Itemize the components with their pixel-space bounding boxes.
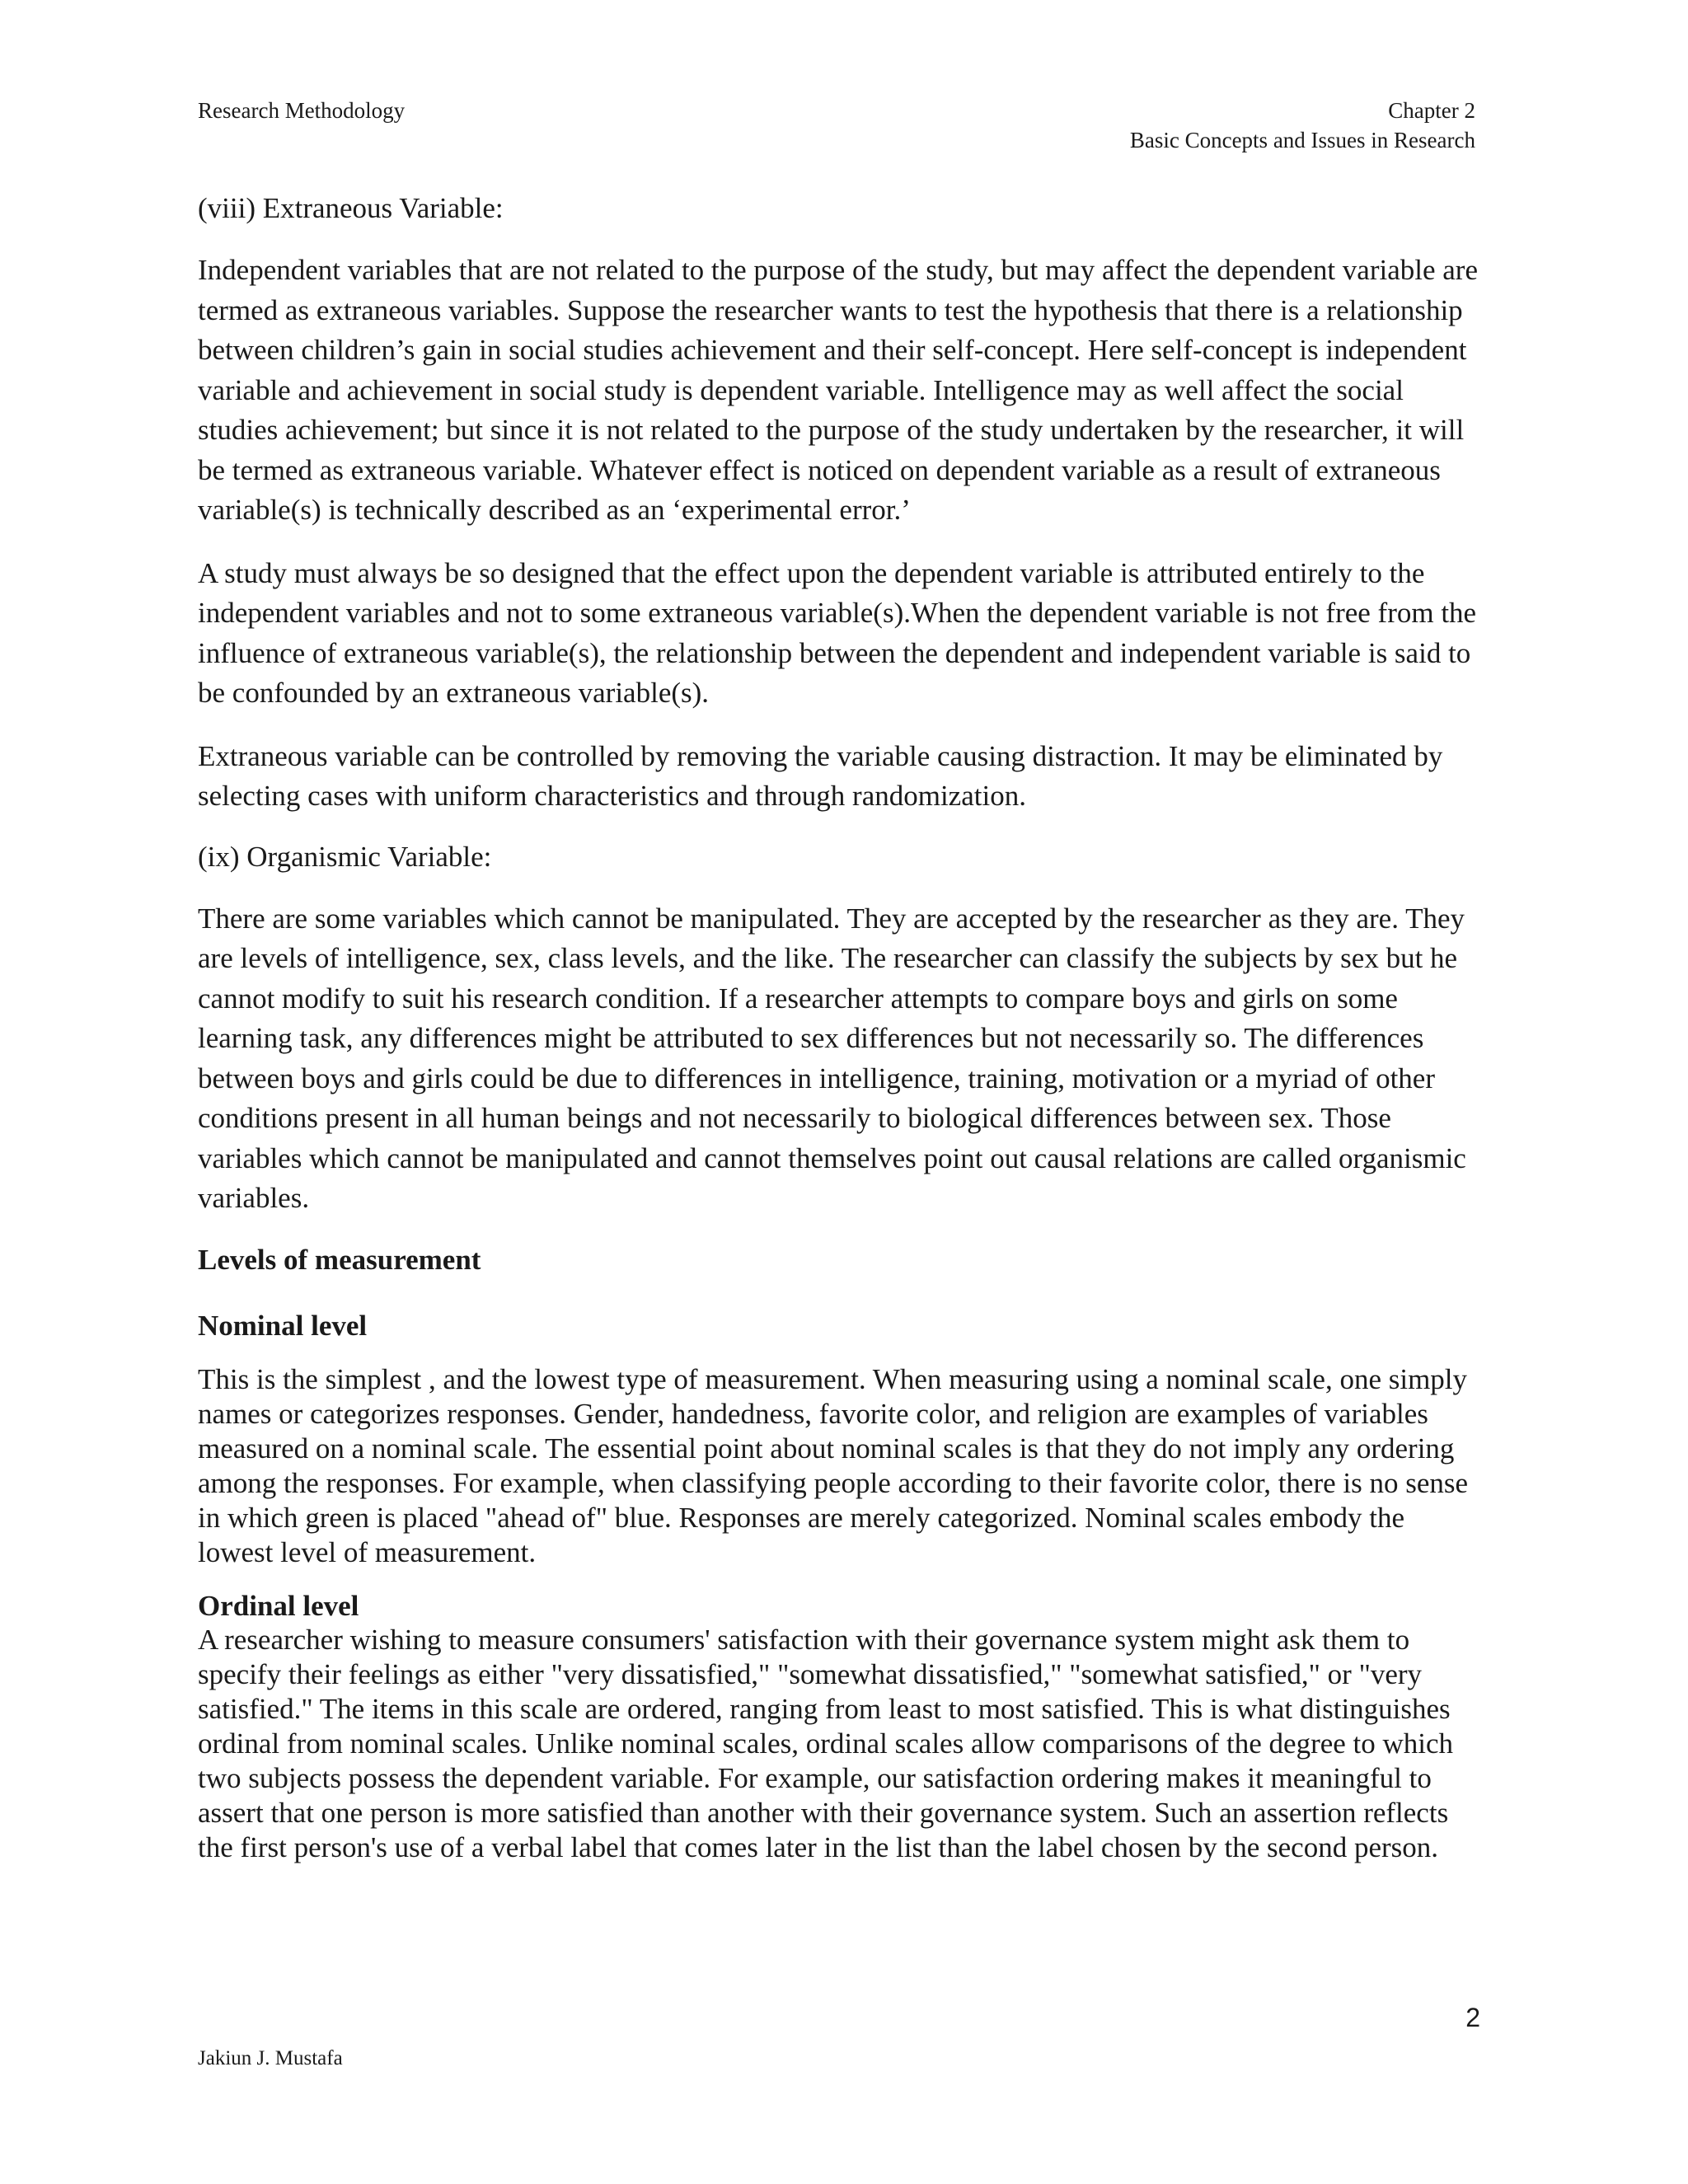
levels-of-measurement-heading: Levels of measurement <box>198 1243 481 1276</box>
page-body <box>198 191 1479 1865</box>
header-chapter-title: Basic Concepts and Issues in Research <box>1129 128 1475 152</box>
ordinal-paragraph: A researcher wishing to measure consumers' satisfaction with their governance system might ask them to specify their feelings as either "very dissatisfied," "somewhat dissatisfied," "somewhat satisfied," or "very satisfied." The items in this scale are ordered, ranging from least to most satisfied. This is what distinguishes ordinal from nominal scales. Unlike nominal scales, ordinal scales allow comparisons of the degree to which two subjects possess the dependent variable. For example, our satisfaction ordering makes it meaningful to assert that one person is more satisfied than another with their governance system. Such an assertion reflects the first person's use of a verbal label that comes later in the list than the label chosen by the second person. <box>198 1623 1454 1863</box>
nominal-level-heading: Nominal level <box>198 1309 368 1342</box>
page-number: 2 <box>1465 2003 1480 2032</box>
header-chapter: Chapter 2 <box>1388 98 1475 123</box>
page-footer-author: Jakiun J. Mustafa <box>198 2047 343 2069</box>
nominal-paragraph: This is the simplest , and the lowest type of measurement. When measuring using a nominal scale, one simply names or categorizes responses. Gender, handedness, favorite color, and religion are examples of variables measured on a nominal scale. The essential point about nominal scales is that they do not imply any ordering among the responses. For example, when classifying people according to their favorite color, there is no sense in which green is placed "ahead of" blue. Responses are merely categorized. Nominal scales embody the lowest level of measurement. <box>198 1362 1469 1568</box>
header-right <box>1130 96 1475 155</box>
extraneous-paragraph-2: A study must always be so designed that the effect upon the dependent variable is attributed entirely to the independent variables and not to some extraneous variable(s).When the dependent variable is not free from the influence of extraneous variable(s), the relationship between the dependent and independent variable is said to be confounded by an extraneous variable(s). <box>198 556 1477 709</box>
organismic-variable-title: (ix) Organismic Variable: <box>198 840 492 873</box>
header-left: Research Methodology <box>198 98 406 123</box>
extraneous-paragraph-3: Extraneous variable can be controlled by removing the variable causing distraction. It may be eliminated by selecting cases with uniform characteristics and through randomization. <box>198 739 1443 812</box>
extraneous-paragraph-1: Independent variables that are not related to the purpose of the study, but may affect the dependent variable are termed as extraneous variables. Suppose the researcher wants to test the hypothesis that there is a relationship between children’s gain in social studies achievement and their self-concept. Here self-concept is independent variable and achievement in social study is dependent variable. Intelligence may as well affect the social studies achievement; but since it is not related to the purpose of the study undertaken by the researcher, it will be termed as extraneous variable. Whatever effect is noticed on dependent variable as a result of extraneous variable(s) is technically described as an ‘experimental error.’ <box>198 254 1478 526</box>
ordinal-level-heading: Ordinal level <box>198 1589 359 1622</box>
organismic-paragraph: There are some variables which cannot be manipulated. They are accepted by the researcher as they are. They are levels of intelligence, sex, class levels, and the like. The researcher can classify the subjects by sex but he cannot modify to suit his research condition. If a researcher attempts to compare boys and girls on some learning task, any differences might be attributed to sex differences but not necessarily so. The differences between boys and girls could be due to differences in intelligence, training, motivation or a myriad of other conditions present in all human beings and not necessarily to biological differences between sex. Those variables which cannot be manipulated and cannot themselves point out causal relations are called organismic variables. <box>198 902 1466 1214</box>
extraneous-variable-title: (viii) Extraneous Variable: <box>198 192 504 224</box>
